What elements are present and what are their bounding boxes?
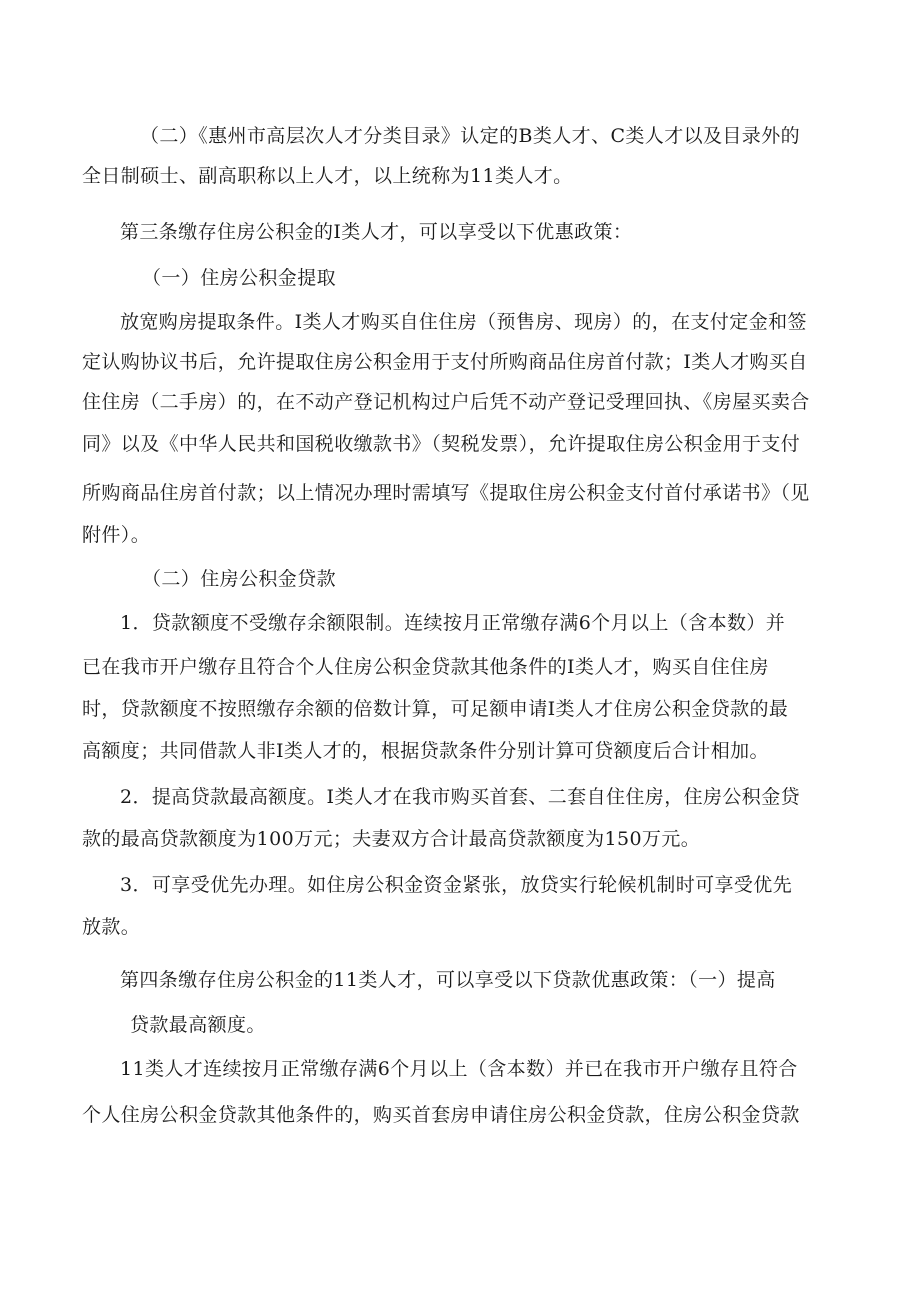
text-line: 1．贷款额度不受缴存余额限制。连续按月正常缴存满6个月以上（含本数）并 (120, 612, 786, 634)
text-line: 已在我市开户缴存且符合个人住房公积金贷款其他条件的I类人才，购买自住住房 (82, 656, 769, 678)
text-line: 时，贷款额度不按照缴存余额的倍数计算，可足额申请I类人才住房公积金贷款的最 (82, 698, 789, 720)
text-line: 放款。 (82, 916, 141, 938)
text-line: 第三条缴存住房公积金的I类人才，可以享受以下优惠政策： (120, 221, 633, 243)
text-line: 同》以及《中华人民共和国税收缴款书》（契税发票），允许提取住房公积金用于支付 (82, 433, 801, 455)
text-line: （一）住房公积金提取 (142, 267, 337, 289)
text-line: 款的最高贷款额度为100万元；夫妻双方合计最高贷款额度为150万元。 (82, 828, 701, 850)
text-line: 高额度；共同借款人非I类人才的，根据贷款条件分别计算可贷额度后合计相加。 (82, 740, 769, 762)
text-line: 住住房（二手房）的，在不动产登记机构过户后凭不动产登记受理回执、《房屋买卖合 (82, 391, 810, 413)
text-line: 全日制硕士、副高职称以上人才，以上统称为11类人才。 (82, 165, 573, 187)
text-line: 3．可享受优先办理。如住房公积金资金紧张，放贷实行轮候机制时可享受优先 (120, 874, 793, 896)
text-line: （二）《惠州市高层次人才分类目录》认定的B类人才、C类人才以及目录外的 (140, 125, 801, 147)
text-line: 2．提高贷款最高额度。I类人才在我市购买首套、二套自住住房，住房公积金贷 (120, 786, 800, 808)
text-line: 个人住房公积金贷款其他条件的，购买首套房申请住房公积金贷款，住房公积金贷款 (82, 1104, 800, 1126)
text-line: 11类人才连续按月正常缴存满6个月以上（含本数）并已在我市开户缴存且符合 (120, 1058, 798, 1080)
text-line: 贷款最高额度。 (130, 1014, 266, 1036)
text-line: 放宽购房提取条件。I类人才购买自住住房（预售房、现房）的，在支付定金和签 (120, 311, 807, 333)
text-line: 第四条缴存住房公积金的11类人才，可以享受以下贷款优惠政策：（一）提高 (120, 969, 776, 991)
text-line: 定认购协议书后，允许提取住房公积金用于支付所购商品住房首付款；I类人才购买自 (82, 351, 808, 373)
text-line: （二）住房公积金贷款 (142, 568, 337, 590)
text-line: 附件）。 (82, 524, 151, 546)
text-line: 所购商品住房首付款；以上情况办理时需填写《提取住房公积金支付首付承诺书》（见 (82, 482, 810, 504)
